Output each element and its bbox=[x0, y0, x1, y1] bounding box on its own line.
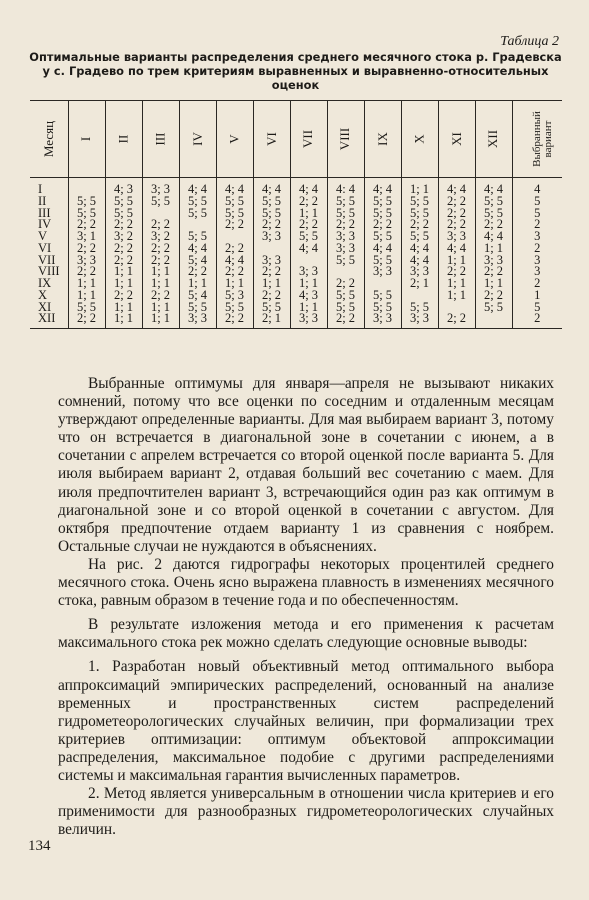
table-cell: 3; 3 bbox=[364, 266, 401, 278]
header-cell: XI bbox=[438, 101, 475, 178]
table-cell: 1; 1 bbox=[253, 278, 290, 290]
table-cell: 1; 1 bbox=[216, 278, 253, 290]
table-cell: 1; 1 bbox=[142, 302, 179, 314]
table-header-row bbox=[30, 101, 562, 178]
table-cell: 2; 2 bbox=[475, 219, 512, 231]
table-cell: 5; 4 bbox=[179, 290, 216, 302]
table-cell: 3; 3 bbox=[327, 243, 364, 255]
table-cell: 2; 2 bbox=[68, 219, 105, 231]
table-cell: 2; 2 bbox=[216, 266, 253, 278]
table-cell: 2; 2 bbox=[68, 266, 105, 278]
table-cell: 1; 1 bbox=[290, 208, 327, 220]
table-cell: 2; 2 bbox=[253, 266, 290, 278]
table-cell: 2; 2 bbox=[142, 243, 179, 255]
table-cell: 5; 5 bbox=[68, 302, 105, 314]
table-row bbox=[30, 178, 562, 196]
table-cell: 5; 5 bbox=[475, 196, 512, 208]
table-cell: 2; 2 bbox=[401, 219, 438, 231]
table-cell: 5; 5 bbox=[179, 231, 216, 243]
page-number: 134 bbox=[28, 838, 51, 854]
table-cell: 5; 5 bbox=[105, 208, 142, 220]
table-cell: 1; 1 bbox=[179, 278, 216, 290]
table-cell: 3; 1 bbox=[68, 231, 105, 243]
table-cell: 2; 2 bbox=[105, 243, 142, 255]
table-cell: 4; 4 bbox=[475, 178, 512, 196]
table-cell: 4; 3 bbox=[290, 290, 327, 302]
table-cell: 2; 2 bbox=[475, 266, 512, 278]
table-cell: 2; 2 bbox=[68, 313, 105, 328]
table-row bbox=[30, 302, 562, 314]
table-cell: 2; 2 bbox=[438, 196, 475, 208]
data-table bbox=[30, 100, 562, 329]
header-cell: X bbox=[401, 101, 438, 178]
table-cell: 3; 3 bbox=[364, 313, 401, 328]
table-cell: 4; 4 bbox=[364, 243, 401, 255]
table-cell: 4; 4 bbox=[438, 243, 475, 255]
table-cell: 2; 2 bbox=[290, 196, 327, 208]
table-cell: 2; 1 bbox=[401, 278, 438, 290]
table-cell: 5; 5 bbox=[253, 208, 290, 220]
selected-variant-cell: 3 bbox=[512, 266, 562, 278]
month-cell: V bbox=[38, 229, 48, 243]
month-cell: II bbox=[38, 193, 47, 208]
table-cell: 1; 1 bbox=[105, 266, 142, 278]
table-row bbox=[30, 243, 562, 255]
table-cell: 4: 4 bbox=[327, 178, 364, 196]
table-cell: 5; 4 bbox=[179, 255, 216, 267]
table-cell: 5; 5 bbox=[327, 208, 364, 220]
table-cell: 3; 3 bbox=[290, 266, 327, 278]
table-cell: 4; 4 bbox=[290, 243, 327, 255]
table-cell: 5; 5 bbox=[364, 196, 401, 208]
month-cell: XI bbox=[38, 299, 52, 314]
table-cell: 3; 3 bbox=[253, 231, 290, 243]
table-cell: 5; 5 bbox=[179, 208, 216, 220]
paragraph: В результате изложения метода и его применения к расчетам максимального стока рек можно сделать следующие основные выводы: bbox=[58, 616, 554, 652]
header-cell: VI bbox=[253, 101, 290, 178]
month-cell: XII bbox=[30, 313, 68, 328]
table-cell: 2; 2 bbox=[327, 219, 364, 231]
table-cell: 1; 1 bbox=[290, 278, 327, 290]
table-cell: 2; 2 bbox=[438, 313, 475, 328]
table-cell: 3; 2 bbox=[142, 231, 179, 243]
table-cell: 5; 3 bbox=[216, 290, 253, 302]
table-cell bbox=[68, 178, 105, 196]
table-cell: 5; 5 bbox=[216, 196, 253, 208]
table-cell: 2; 2 bbox=[364, 219, 401, 231]
month-cell: VI bbox=[38, 240, 52, 255]
table-cell: 4; 4 bbox=[179, 178, 216, 196]
body-text bbox=[58, 375, 554, 839]
table-cell: 1; 1 bbox=[105, 302, 142, 314]
table-cell: 5; 5 bbox=[68, 196, 105, 208]
table-cell: 3; 3 bbox=[179, 313, 216, 328]
table-cell: 2; 2 bbox=[142, 290, 179, 302]
table-cell: 4; 3 bbox=[105, 178, 142, 196]
table-cell: 5; 5 bbox=[327, 290, 364, 302]
paragraph: На рис. 2 даются гидрографы некоторых процентилей среднего месячного стока. Очень ясно выражена плавность в изменениях месячного стока, равным образом в течение года и по обеспеченностям. bbox=[58, 555, 554, 610]
table-cell: 2; 2 bbox=[438, 208, 475, 220]
table-cell: 2; 2 bbox=[105, 255, 142, 267]
table-caption: Оптимальные варианты распределения среднего месячного стока р. Градевска у с. Градево по трем критериям выравненных и выравненно-относительных оценок bbox=[29, 50, 562, 92]
table-cell: 5; 5 bbox=[142, 196, 179, 208]
table-cell: 1; 1 bbox=[438, 290, 475, 302]
table-cell: 2; 2 bbox=[179, 266, 216, 278]
table-cell: 1; 1 bbox=[142, 313, 179, 328]
table-cell: 2; 2 bbox=[68, 243, 105, 255]
table-cell: 2; 2 bbox=[105, 219, 142, 231]
table-row bbox=[30, 219, 562, 231]
table-cell: 2; 2 bbox=[142, 255, 179, 267]
table-row bbox=[30, 278, 562, 290]
table-row bbox=[30, 255, 562, 267]
table-cell: 4; 4 bbox=[401, 255, 438, 267]
month-cell: III bbox=[38, 205, 51, 220]
table-cell: 1; 1 bbox=[475, 243, 512, 255]
table-cell: 1; 1 bbox=[142, 278, 179, 290]
table-cell: 2; 2 bbox=[438, 266, 475, 278]
table-cell: 3; 3 bbox=[142, 178, 179, 196]
table-cell: 2; 2 bbox=[105, 290, 142, 302]
table-cell: 5; 5 bbox=[290, 231, 327, 243]
table-cell: 5; 5 bbox=[401, 196, 438, 208]
table-cell: 1; 1 bbox=[142, 266, 179, 278]
table-cell: 5; 5 bbox=[253, 302, 290, 314]
header-cell: II bbox=[105, 101, 142, 178]
header-cell: I bbox=[68, 101, 105, 178]
header-cell: III bbox=[142, 101, 179, 178]
table-cell: 3; 3 bbox=[327, 231, 364, 243]
table-cell: 1; 1 bbox=[68, 290, 105, 302]
table-cell: 5; 5 bbox=[179, 302, 216, 314]
table-cell: 2; 2 bbox=[290, 219, 327, 231]
table-cell: 2; 2 bbox=[438, 219, 475, 231]
table-cell: 5; 5 bbox=[216, 302, 253, 314]
table-cell: 2; 2 bbox=[253, 290, 290, 302]
header-cell: XII bbox=[475, 101, 512, 178]
month-cell: I bbox=[38, 182, 43, 196]
table-cell: 3; 3 bbox=[253, 255, 290, 267]
month-cell: VII bbox=[38, 252, 56, 267]
table-cell: 2; 2 bbox=[216, 313, 253, 328]
table-cell: 5; 5 bbox=[179, 196, 216, 208]
table-cell: 2; 2 bbox=[216, 243, 253, 255]
table-cell: 5; 5 bbox=[364, 231, 401, 243]
table-body bbox=[30, 178, 562, 329]
table-row bbox=[30, 290, 562, 302]
table-cell: 4; 4 bbox=[438, 178, 475, 196]
table-row bbox=[30, 266, 562, 278]
table-cell: 2; 2 bbox=[253, 219, 290, 231]
table-cell: 4; 4 bbox=[401, 243, 438, 255]
table-cell: 2; 2 bbox=[327, 278, 364, 290]
table-cell: 5; 5 bbox=[364, 290, 401, 302]
selected-variant-cell: 2 bbox=[512, 278, 562, 290]
table-cell: 4; 4 bbox=[179, 243, 216, 255]
paragraph: Выбранные оптимумы для января—апреля не вызывают никаких сомнений, потому что все оценки по соседним и отдаленным месяцам утверждают определенные варианты. Для мая выбираем вариант 3, потому что он встречается в диагональной зоне в сочетании с июнем, а в сочетании с апрелем встречается со второй оценкой после варианта 5. Для июля выбираем вариант 2, отдавая больший вес сочетанию с маем. Для июля предпочтителен вариант 3, встречающийся один раз как оптимум в диагональной зоне и со второй оценкой в сочетании с августом. Для октября предпочтение отдаем варианту 1 из сравнения с ноябрем. Остальные случаи не нуждаются в объяснениях. bbox=[58, 375, 554, 555]
table-cell: 5; 5 bbox=[364, 208, 401, 220]
table-cell: 5; 5 bbox=[401, 231, 438, 243]
table-label: Таблица 2 bbox=[500, 34, 559, 49]
table-cell: 5; 5 bbox=[401, 208, 438, 220]
paragraph: 1. Разработан новый объективный метод оптимального выбора аппроксимаций эмпирических распределений, основанный на анализе временных и пространственных систем распределений гидрометеорологических случайных величин, при формализации трех критериев оптимизации: оптимум объектовой аппроксимации распределения, максимальное подобие с другими распределениями системы и максимальная гарантия вычисленных параметров. bbox=[58, 658, 554, 784]
selected-variant-cell: 5 bbox=[512, 302, 562, 314]
table-cell: 3; 3 bbox=[401, 313, 438, 328]
month-cell: VIII bbox=[38, 264, 60, 279]
header-cell: Месяц bbox=[30, 101, 68, 178]
table-cell: 5; 5 bbox=[327, 196, 364, 208]
table-cell: 1; 1 bbox=[438, 255, 475, 267]
table-cell: 4; 4 bbox=[290, 178, 327, 196]
table-cell: 1; 1 bbox=[475, 278, 512, 290]
table-cell: 1; 1 bbox=[105, 313, 142, 328]
table-cell: 1; 1 bbox=[401, 178, 438, 196]
header-cell: V bbox=[216, 101, 253, 178]
table-cell: 5; 5 bbox=[364, 255, 401, 267]
table-cell: 3; 2 bbox=[105, 231, 142, 243]
paragraph: 2. Метод является универсальным в отношении числа критериев и его применимости для разнообразных гидрометеорологических случайных величин. bbox=[58, 785, 554, 839]
selected-variant-cell: 5 bbox=[512, 208, 562, 220]
header-cell: Выбранный вариант bbox=[512, 101, 562, 178]
table-cell: 2; 2 bbox=[475, 290, 512, 302]
table-cell: 3; 3 bbox=[475, 255, 512, 267]
month-cell: X bbox=[38, 287, 48, 302]
table-cell: 2; 2 bbox=[216, 219, 253, 231]
month-cell: IV bbox=[38, 217, 52, 232]
selected-variant-cell: 1 bbox=[512, 290, 562, 302]
table-cell bbox=[475, 313, 512, 328]
table-row bbox=[30, 196, 562, 208]
table-row bbox=[30, 231, 562, 243]
table-cell: 5; 5 bbox=[216, 208, 253, 220]
table-cell: 4; 4 bbox=[216, 255, 253, 267]
table-cell: 5; 5 bbox=[253, 196, 290, 208]
table-cell: 1; 1 bbox=[105, 278, 142, 290]
selected-variant-cell: 2 bbox=[512, 219, 562, 231]
selected-variant-cell: 2 bbox=[512, 243, 562, 255]
table-cell: 5; 5 bbox=[475, 302, 512, 314]
table-cell: 5; 5 bbox=[475, 208, 512, 220]
table-cell: 5; 5 bbox=[327, 302, 364, 314]
selected-variant-cell: 5 bbox=[512, 196, 562, 208]
header-cell: VIII bbox=[327, 101, 364, 178]
table-cell: 2; 2 bbox=[142, 219, 179, 231]
table-cell: 3; 3 bbox=[68, 255, 105, 267]
month-cell: IX bbox=[38, 276, 52, 290]
table-cell: 2; 1 bbox=[253, 313, 290, 328]
table-cell: 4; 4 bbox=[253, 178, 290, 196]
table-row bbox=[30, 313, 562, 328]
selected-variant-cell: 3 bbox=[512, 255, 562, 267]
table-cell: 1; 1 bbox=[438, 278, 475, 290]
table-cell: 5; 5 bbox=[327, 255, 364, 267]
table-cell: 3; 3 bbox=[401, 266, 438, 278]
table-cell: 4; 4 bbox=[216, 178, 253, 196]
header-cell: VII bbox=[290, 101, 327, 178]
header-cell: IX bbox=[364, 101, 401, 178]
table-cell: 3; 3 bbox=[438, 231, 475, 243]
header-cell: IV bbox=[179, 101, 216, 178]
table-cell: 3; 3 bbox=[290, 313, 327, 328]
selected-variant-cell: 4 bbox=[512, 178, 562, 196]
table-cell: 1; 1 bbox=[68, 278, 105, 290]
selected-variant-cell: 3 bbox=[512, 231, 562, 243]
table-cell: 5; 5 bbox=[401, 302, 438, 314]
table-cell: 4; 4 bbox=[475, 231, 512, 243]
table-cell: 4; 4 bbox=[364, 178, 401, 196]
table-row bbox=[30, 208, 562, 220]
table-cell: 5; 5 bbox=[364, 302, 401, 314]
selected-variant-cell: 2 bbox=[512, 313, 562, 328]
table-cell: 2; 2 bbox=[327, 313, 364, 328]
table-cell: 5; 5 bbox=[105, 196, 142, 208]
table-cell: 1; 1 bbox=[290, 302, 327, 314]
table-cell: 5; 5 bbox=[68, 208, 105, 220]
